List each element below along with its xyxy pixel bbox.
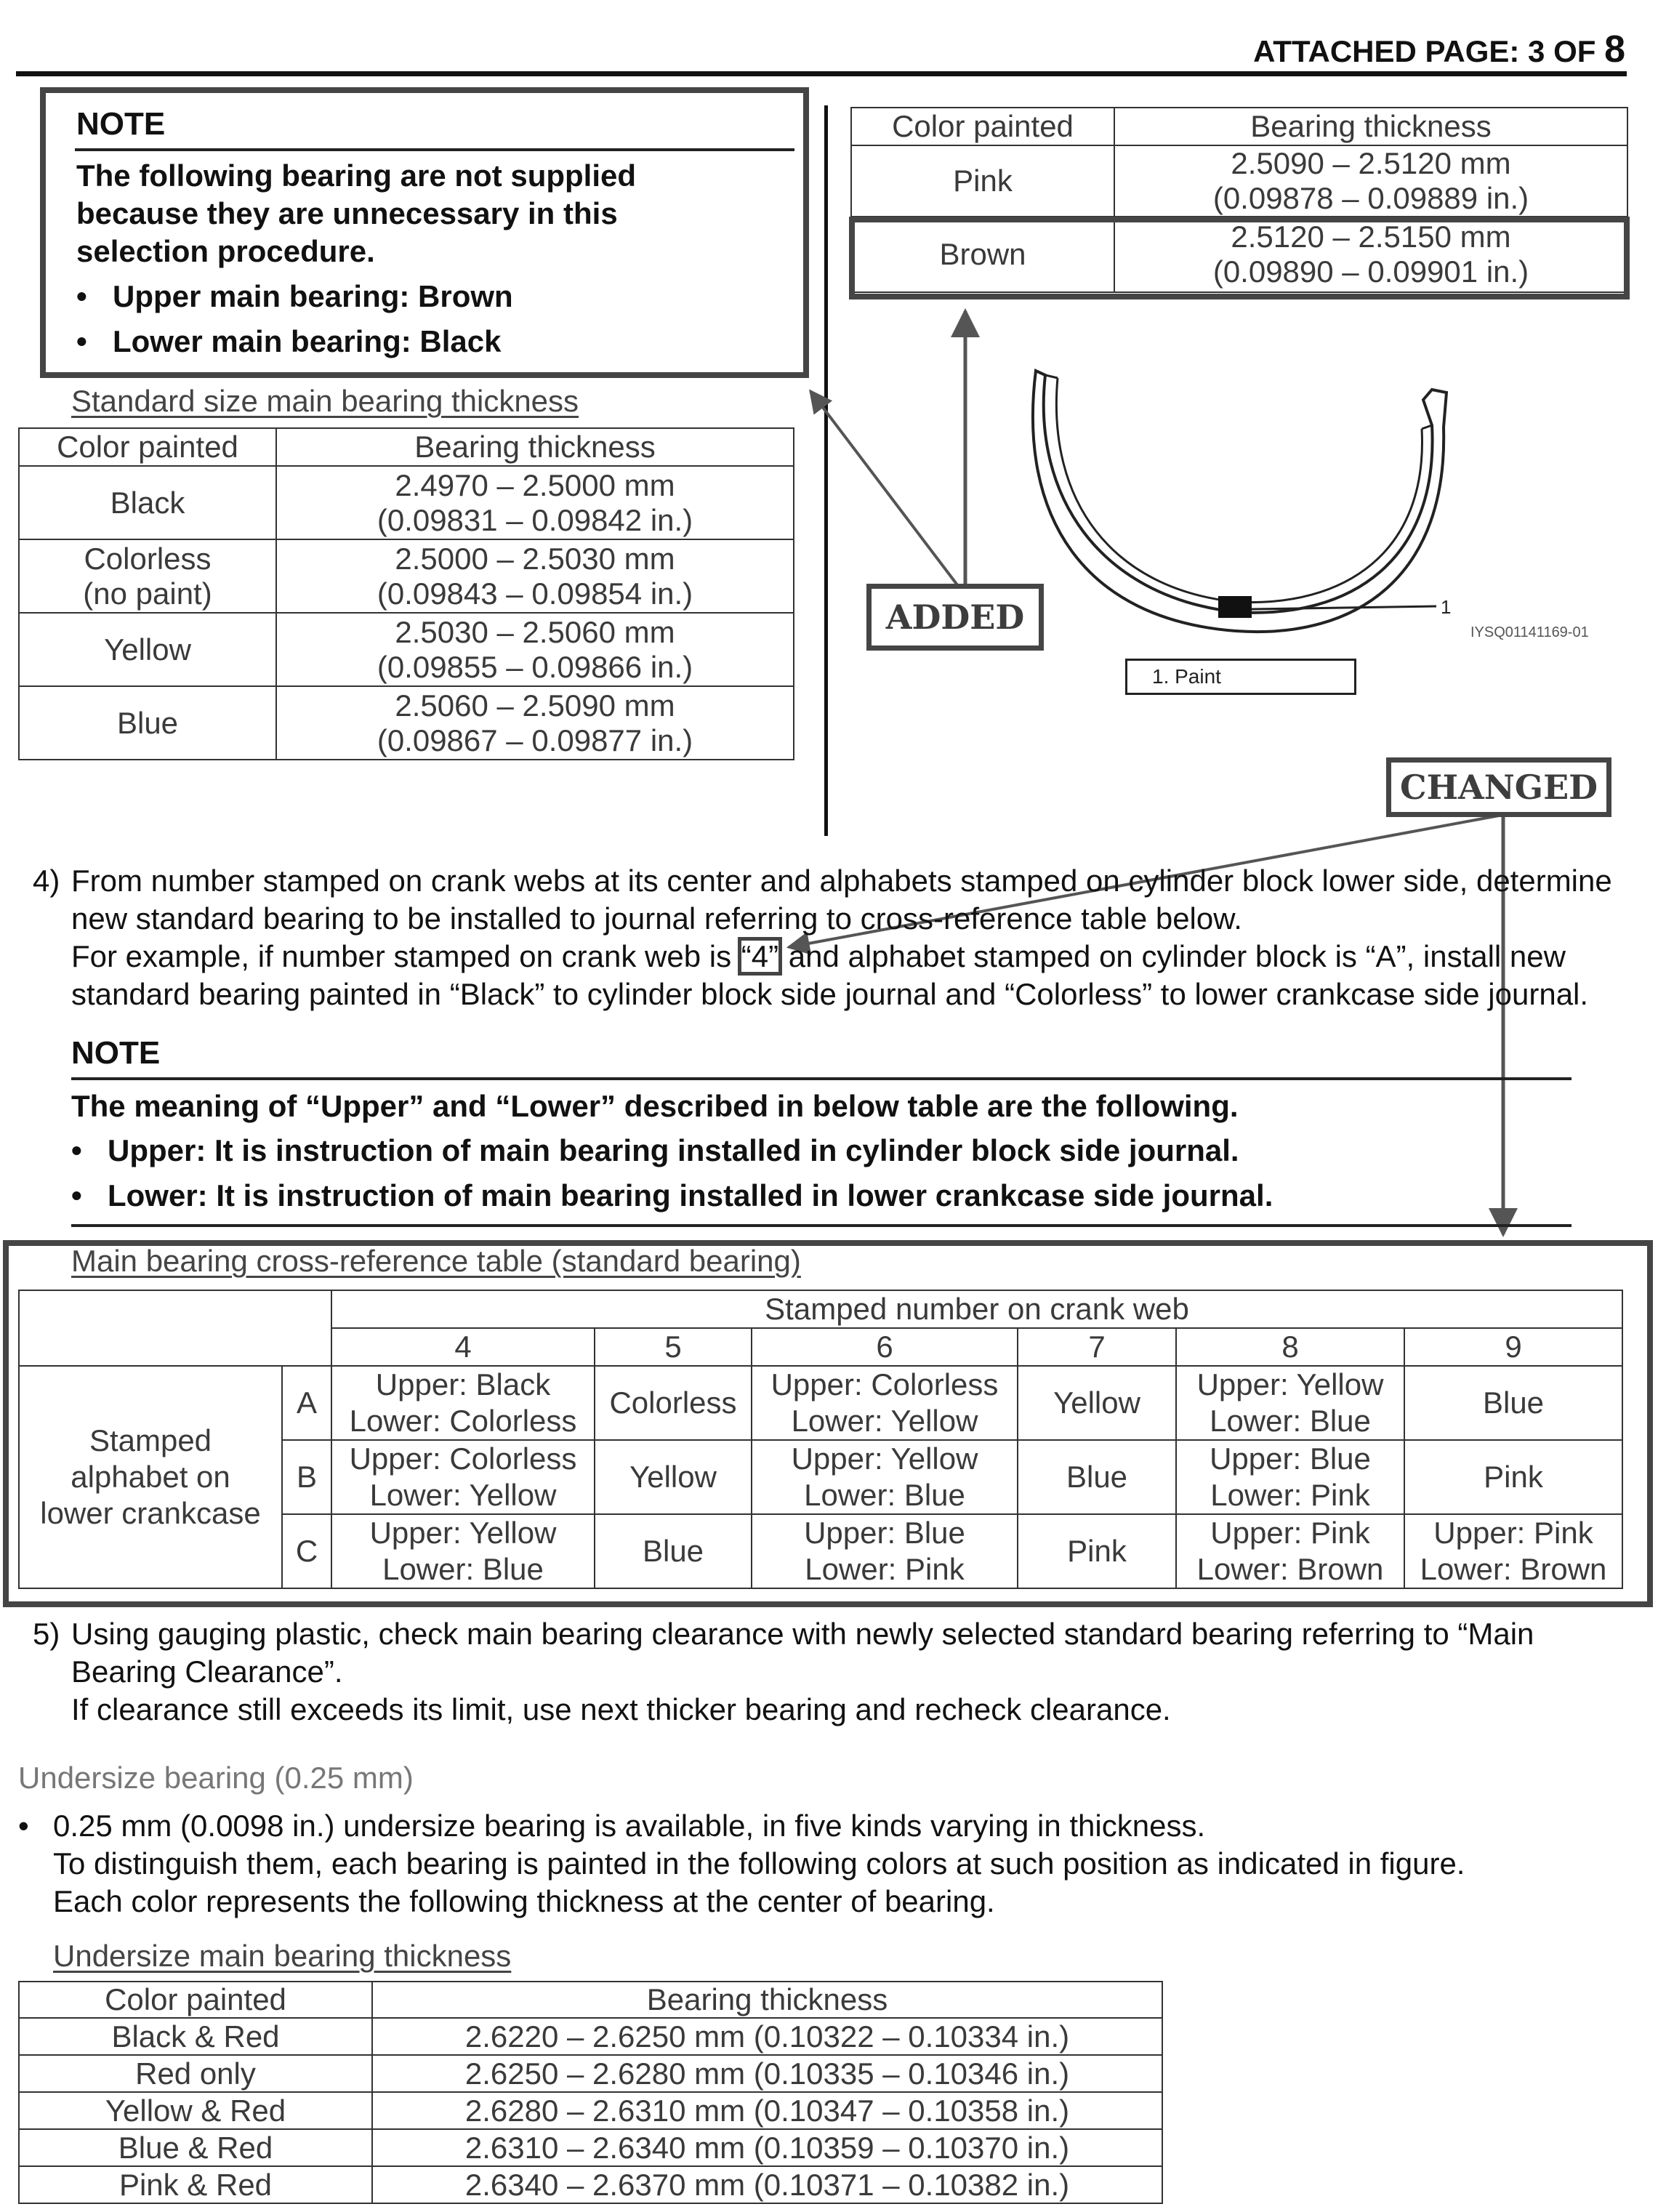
page-total: 8: [1604, 28, 1625, 71]
table-header: Bearing thickness: [1114, 108, 1627, 145]
color-cell: Blue & Red: [19, 2129, 372, 2166]
number-header: 9: [1404, 1328, 1622, 1366]
added-arrow-left: [810, 391, 958, 586]
note-item-text: Lower main bearing: Black: [113, 324, 502, 358]
bearing-shell: [1033, 371, 1446, 632]
bullet-icon: •: [71, 1133, 82, 1167]
bearing-figure: [1003, 349, 1643, 691]
thickness-cell: 2.6310 – 2.6340 mm (0.10359 – 0.10370 in.): [372, 2129, 1162, 2166]
table-header: Bearing thickness: [276, 428, 794, 466]
note-title: NOTE: [71, 1035, 161, 1071]
cross-reference-table: [18, 1290, 1623, 1589]
table-header: Color painted: [851, 108, 1114, 145]
step-5: [33, 1615, 1632, 1729]
bullet-icon: •: [76, 279, 87, 313]
step-text: [71, 1615, 1632, 1729]
table-row: [19, 2092, 1162, 2129]
thickness-cell: 2.4970 – 2.5000 mm (0.09831 – 0.09842 in.): [276, 466, 794, 539]
undersize-text: [18, 1807, 1465, 1921]
step-4: [33, 862, 1632, 1013]
thickness-cell: 2.6280 – 2.6310 mm (0.10347 – 0.10358 in.): [372, 2092, 1162, 2129]
table-row: [19, 1366, 1622, 1440]
step-number: 4): [33, 864, 60, 898]
figure-legend: 1. Paint: [1125, 659, 1356, 695]
note-item-text: Upper main bearing: Brown: [113, 279, 513, 313]
page-label: ATTACHED PAGE: 3 OF: [1253, 34, 1605, 68]
callout-number: 1: [1441, 596, 1452, 618]
color-cell: Black & Red: [19, 2018, 372, 2055]
thickness-cell: 2.6220 – 2.6250 mm (0.10322 – 0.10334 in.): [372, 2018, 1162, 2055]
note-line: The following bearing are not supplied: [76, 158, 637, 193]
table-header: Color painted: [19, 1982, 372, 2018]
step-line: Using gauging plastic, check main bearing clearance with newly selected standard bearing referring to “Main: [71, 1617, 1534, 1651]
bearing-cell: Upper: Blue Lower: Pink: [752, 1514, 1018, 1588]
step-line: For example, if number stamped on crank web is “4” and alphabet stamped on cylinder block is “A”, install new: [71, 939, 1566, 973]
bearing-cell: Upper: Colorless Lower: Yellow: [331, 1440, 595, 1514]
step-text: [71, 862, 1632, 1013]
note-item-text: Upper: It is instruction of main bearing installed in cylinder block side journal.: [108, 1133, 1239, 1167]
note-item-text: Lower: It is instruction of main bearing installed in lower crankcase side journal.: [108, 1178, 1273, 1212]
number-header: 6: [752, 1328, 1018, 1366]
bearing-cell: Pink: [1018, 1514, 1176, 1588]
step-line: If clearance still exceeds its limit, use next thicker bearing and recheck clearance.: [71, 1692, 1171, 1726]
cross-table-title: Main bearing cross-reference table (standard bearing): [71, 1244, 801, 1278]
thickness-cell: 2.5030 – 2.5060 mm (0.09855 – 0.09866 in.): [276, 613, 794, 686]
table-row: [19, 2055, 1162, 2092]
number-header: 5: [595, 1328, 752, 1366]
bearing-cell: Upper: Pink Lower: Brown: [1404, 1514, 1622, 1588]
letter-cell: A: [282, 1366, 331, 1440]
thickness-cell: 2.5060 – 2.5090 mm (0.09867 – 0.09877 in.): [276, 686, 794, 760]
note-text: The meaning of “Upper” and “Lower” described in below table are the following.: [71, 1089, 1239, 1123]
row-group-header: Stamped alphabet on lower crankcase: [19, 1366, 282, 1588]
step-line: standard bearing painted in “Black” to cylinder block side journal and “Colorless” to lower crankcase side journal.: [71, 977, 1589, 1011]
bearing-cell: Upper: Yellow Lower: Blue: [331, 1514, 595, 1588]
corner-cell: [19, 1290, 331, 1366]
letter-cell: C: [282, 1514, 331, 1588]
step-line: Bearing Clearance”.: [71, 1654, 343, 1689]
undersize-heading: Undersize bearing (0.25 mm): [18, 1761, 414, 1795]
undersize-line: To distinguish them, each bearing is painted in the following colors at such position as indicated in figure.: [53, 1846, 1465, 1881]
bullet-icon: •: [71, 1178, 82, 1212]
bearing-cell: Yellow: [1018, 1366, 1176, 1440]
standard-table-title: Standard size main bearing thickness: [71, 384, 579, 418]
color-cell: Yellow: [19, 613, 276, 686]
bearing-cell: Blue: [595, 1514, 752, 1588]
table-header: Bearing thickness: [372, 1982, 1162, 2018]
bearing-cell: Upper: Colorless Lower: Yellow: [752, 1366, 1018, 1440]
bearing-cell: Pink: [1404, 1440, 1622, 1514]
thickness-cell: 2.5000 – 2.5030 mm (0.09843 – 0.09854 in.): [276, 539, 794, 613]
note-item: [71, 1128, 1572, 1173]
highlight-4: “4”: [741, 939, 779, 973]
undersize-line: • 0.25 mm (0.0098 in.) undersize bearing is available, in five kinds varying in thickness.: [18, 1807, 1465, 1845]
bearing-cell: Upper: Black Lower: Colorless: [331, 1366, 595, 1440]
figure-code: IYSQ01141169-01: [1470, 624, 1589, 640]
number-header: 7: [1018, 1328, 1176, 1366]
paint-mark: [1218, 596, 1252, 618]
letter-cell: B: [282, 1440, 331, 1514]
bullet-icon: •: [76, 324, 87, 358]
note-title: NOTE: [76, 106, 166, 142]
bearing-cell: Blue: [1018, 1440, 1176, 1514]
step-number: 5): [33, 1617, 60, 1651]
bullet-icon: •: [18, 1809, 29, 1843]
color-cell: Blue: [19, 686, 276, 760]
color-cell: Yellow & Red: [19, 2092, 372, 2129]
note-item: [71, 1173, 1572, 1218]
added-stamp: ADDED: [866, 584, 1044, 651]
note-line: selection procedure.: [76, 234, 375, 268]
step-line: new standard bearing to be installed to journal referring to cross-reference table below.: [71, 901, 1242, 936]
note-rule: [71, 1077, 1572, 1080]
bearing-cell: Upper: Yellow Lower: Blue: [1176, 1366, 1404, 1440]
undersize-line: Each color represents the following thickness at the center of bearing.: [53, 1884, 995, 1918]
thickness-cell: 2.5120 – 2.5150 mm (0.09890 – 0.09901 in.): [1114, 217, 1627, 292]
bearing-cell: Upper: Blue Lower: Pink: [1176, 1440, 1404, 1514]
note-rule: [71, 1224, 1572, 1227]
number-header: 4: [331, 1328, 595, 1366]
color-cell: Red only: [19, 2055, 372, 2092]
table-row: [19, 2166, 1162, 2203]
bearing-cell: Colorless: [595, 1366, 752, 1440]
changed-stamp: CHANGED: [1386, 757, 1611, 817]
color-cell: Colorless (no paint): [19, 539, 276, 613]
number-header: 8: [1176, 1328, 1404, 1366]
thickness-cell: 2.5090 – 2.5120 mm (0.09878 – 0.09889 in.): [1114, 145, 1627, 217]
bearing-cell: Yellow: [595, 1440, 752, 1514]
thickness-cell: 2.6250 – 2.6280 mm (0.10335 – 0.10346 in.): [372, 2055, 1162, 2092]
note-line: because they are unnecessary in this: [76, 196, 618, 230]
table-row: [19, 2129, 1162, 2166]
table-row: [19, 2018, 1162, 2055]
color-cell: Brown: [851, 217, 1114, 292]
bearing-cell: Upper: Yellow Lower: Blue: [752, 1440, 1018, 1514]
color-cell: Black: [19, 466, 276, 539]
thickness-cell: 2.6340 – 2.6370 mm (0.10371 – 0.10382 in.): [372, 2166, 1162, 2203]
callout-leader: [1252, 606, 1436, 609]
color-cell: Pink: [851, 145, 1114, 217]
step-line: From number stamped on crank webs at its center and alphabets stamped on cylinder block lower side, determine: [71, 864, 1612, 898]
note-meaning: [71, 1035, 1572, 1227]
undersize-thickness-table: [18, 1981, 1163, 2204]
undersize-table-title: Undersize main bearing thickness: [53, 1939, 512, 1973]
col-group-header: Stamped number on crank web: [331, 1290, 1622, 1328]
bearing-cell: Blue: [1404, 1366, 1622, 1440]
bearing-lip: [1045, 375, 1432, 429]
color-cell: Pink & Red: [19, 2166, 372, 2203]
table-header: Color painted: [19, 428, 276, 466]
bearing-cell: Upper: Pink Lower: Brown: [1176, 1514, 1404, 1588]
